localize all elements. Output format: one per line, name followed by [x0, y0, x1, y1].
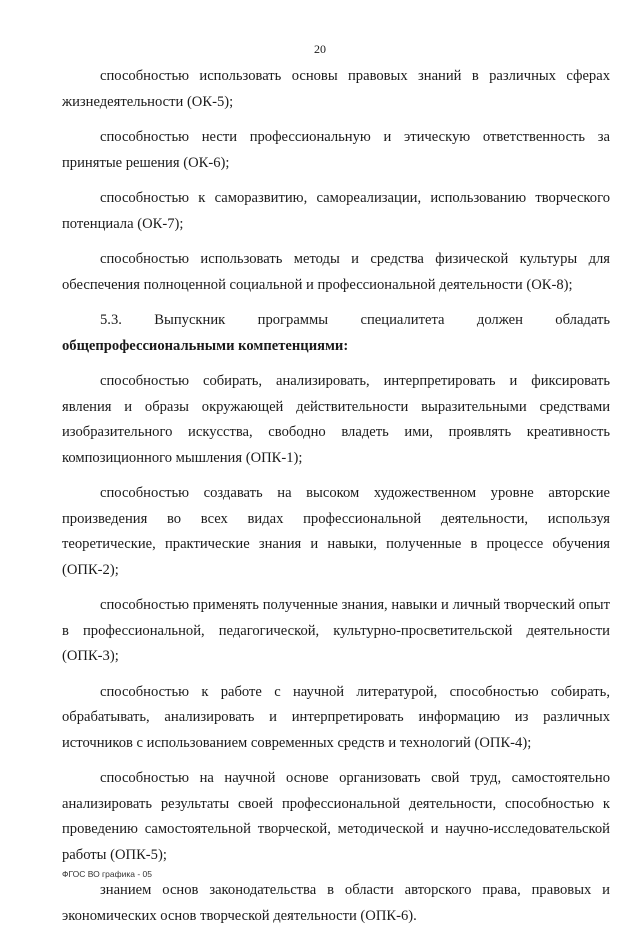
section-bold-title: общепрофессиональными компетенциями:: [62, 337, 349, 354]
paragraph-ok-5: способностью использовать основы правовых знаний в различных сферах жизнедеятельности (ОК-5);: [62, 68, 610, 110]
section-number: 5.3.: [100, 312, 122, 328]
paragraph-ok-8: способностью использовать методы и средства физической культуры для обеспечения полноценной социальной и профессиональной деятельности (ОК-8);: [62, 251, 610, 293]
paragraph-opk-2: способностью создавать на высоком художественном уровне авторские произведения во всех видах профессиональной деятельности, используя теоретические, практические знания и навыки, полученные в процессе обучения (ОПК-2);: [62, 485, 610, 578]
section-word: программы: [257, 312, 329, 328]
paragraph-opk-3: способностью применять полученные знания, навыки и личный творческий опыт в профессиональной, педагогической, культурно-просветительской деятельности (ОПК-3);: [62, 597, 610, 664]
paragraph-opk-4: способностью к работе с научной литературой, способностью собирать, обрабатывать, анализировать и интерпретировать информацию из различных источников с использованием современных средств и технологий (ОПК-4);: [62, 683, 610, 751]
paragraph-ok-7: способностью к саморазвитию, самореализации, использованию творческого потенциала (ОК-7);: [62, 190, 610, 232]
section-word: специалитета: [360, 312, 445, 328]
page-number: 20: [314, 42, 326, 56]
section-heading: [62, 308, 610, 359]
paragraph-opk-1: способностью собирать, анализировать, интерпретировать и фиксировать явления и образы окружающей действительности выразительными средствами изобразительного искусства, свободно владеть ими, проявлять креативность композиционного мышления (ОПК-1);: [62, 373, 610, 466]
section-word: должен: [476, 312, 523, 328]
paragraph-opk-6: знанием основ законодательства в области авторского права, правовых и экономических основ творческой деятельности (ОПК-6).: [62, 882, 610, 924]
footer-label: ФГОС ВО графика - 05: [62, 869, 152, 879]
section-heading-line: [62, 308, 610, 334]
paragraph-ok-6: способностью нести профессиональную и этическую ответственность за принятые решения (ОК-6);: [62, 129, 610, 171]
section-word: Выпускник: [154, 312, 226, 328]
section-word: обладать: [555, 312, 610, 328]
document-body: [62, 64, 610, 939]
paragraph-opk-5: способностью на научной основе организовать свой труд, самостоятельно анализировать результаты своей профессиональной деятельности, способностью к проведению самостоятельной творческой, методической и научно-исследовательской работы (ОПК-5);: [62, 770, 610, 863]
